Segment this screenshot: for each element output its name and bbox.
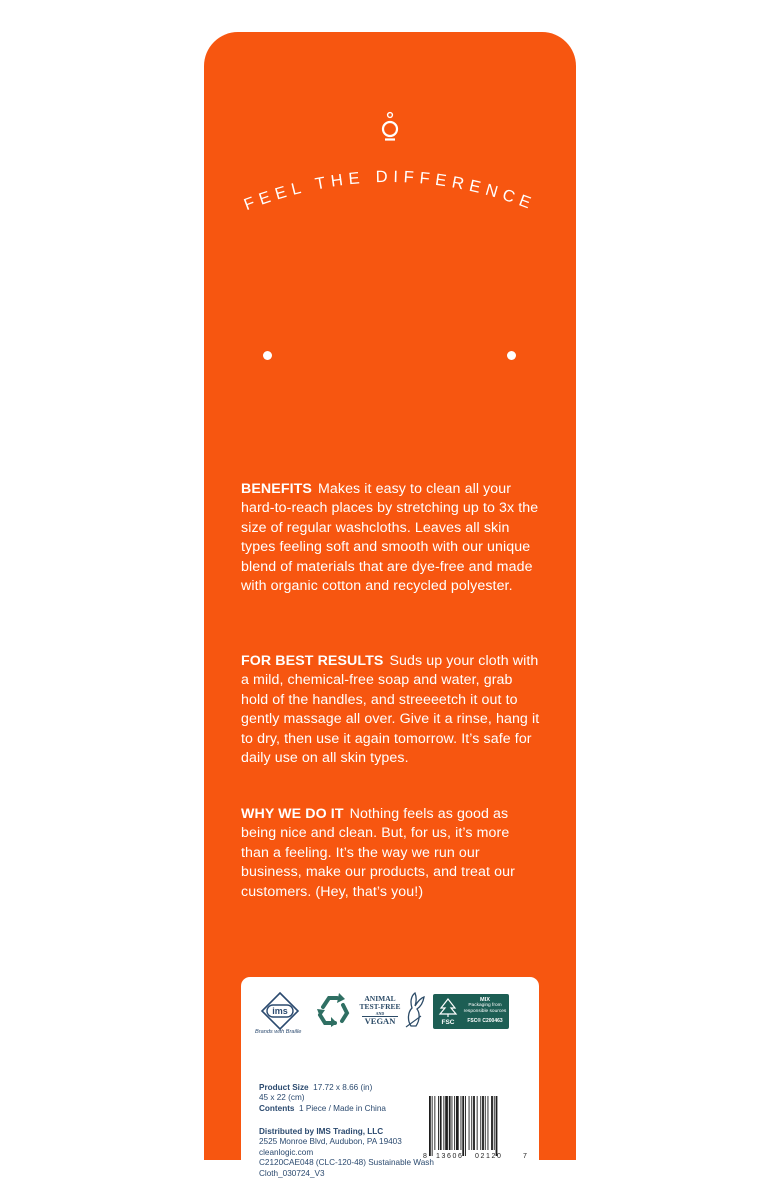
why-section bbox=[241, 805, 541, 902]
size-in: 17.72 x 8.66 (in) bbox=[313, 1083, 373, 1092]
recycle-icon bbox=[315, 993, 351, 1027]
benefits-section bbox=[241, 480, 541, 596]
vegan-line-1: ANIMAL bbox=[364, 994, 396, 1003]
sku-line-1: C2120CAE048 (CLC-120-48) Sustainable Wash bbox=[259, 1158, 434, 1168]
barcode-bar bbox=[440, 1096, 442, 1150]
contents-label: Contents bbox=[259, 1103, 295, 1113]
barcode-bar bbox=[454, 1096, 455, 1150]
vegan-line-3: AND bbox=[375, 1011, 385, 1016]
vegan-text bbox=[359, 995, 401, 1025]
barcode-bar bbox=[461, 1096, 462, 1150]
barcode-bar bbox=[488, 1096, 489, 1150]
contents-value: 1 Piece / Made in China bbox=[299, 1103, 386, 1113]
bulb-icon bbox=[380, 111, 400, 143]
barcode-bar bbox=[471, 1096, 472, 1150]
info-panel bbox=[241, 977, 539, 1178]
product-size-block bbox=[259, 1083, 386, 1114]
rabbit-icon bbox=[403, 992, 425, 1028]
barcode-bar bbox=[452, 1096, 453, 1150]
barcode-bar bbox=[496, 1096, 498, 1156]
barcode-bar bbox=[443, 1096, 444, 1150]
barcode-bar bbox=[462, 1096, 464, 1156]
benefits-body: Makes it easy to clean all your hard-to-reach places by stretching up to 3x the size of regular washcloths. Leaves all skin types feeling soft and smooth with our unique blend of materials that are dye-free and made with organic cotton and recycled polyester. bbox=[241, 481, 539, 595]
barcode-bar bbox=[445, 1096, 448, 1150]
fsc-code: FSC® C200463 bbox=[467, 1018, 503, 1024]
website: cleanlogic.com bbox=[259, 1147, 314, 1157]
svg-text:FEEL THE DIFFERENCE bbox=[242, 168, 539, 214]
results-section bbox=[241, 652, 541, 768]
fsc-mix-text bbox=[462, 998, 508, 1014]
barcode-bar bbox=[485, 1096, 486, 1150]
barcode-bar bbox=[456, 1096, 459, 1150]
fsc-sources: Packaging from responsible sources bbox=[463, 1003, 507, 1014]
ims-caption: Brands with Braille bbox=[255, 1029, 302, 1035]
barcode-group-1: 13606 bbox=[436, 1153, 464, 1160]
barcode-bar bbox=[491, 1096, 493, 1150]
barcode-bar bbox=[429, 1096, 431, 1156]
ims-badge-icon bbox=[258, 991, 302, 1031]
barcode-bar bbox=[449, 1096, 451, 1150]
barcode-bar bbox=[477, 1096, 478, 1150]
slogan-arc bbox=[204, 152, 576, 232]
barcode-bar bbox=[432, 1096, 433, 1156]
results-body: Suds up your cloth with a mild, chemical-free soap and water, grab hold of the handles, and streeeetch it out to gently massage all over. Give it a rinse, hang it to dry, then use it again tomorrow. It’s safe for daily use on all skin types. bbox=[241, 653, 540, 767]
address: 2525 Monroe Blvd, Audubon, PA 19403 bbox=[259, 1137, 402, 1147]
barcode-group-2: 02120 bbox=[475, 1153, 503, 1160]
sku-line-2: Cloth_030724_V3 bbox=[259, 1168, 325, 1178]
barcode-bar bbox=[465, 1096, 466, 1156]
barcode-bar bbox=[434, 1096, 435, 1150]
distributor-block bbox=[259, 1127, 434, 1179]
barcode-bar bbox=[482, 1096, 484, 1150]
results-heading: FOR BEST RESULTS bbox=[241, 653, 384, 669]
barcode-bar bbox=[473, 1096, 475, 1150]
vegan-line-4: VEGAN bbox=[362, 1016, 398, 1025]
fsc-tree-icon bbox=[436, 997, 460, 1026]
barcode-bar bbox=[494, 1096, 495, 1150]
hang-hole-right bbox=[507, 351, 516, 360]
why-heading: WHY WE DO IT bbox=[241, 806, 344, 822]
distributor: Distributed by IMS Trading, LLC bbox=[259, 1127, 384, 1136]
barcode-bar bbox=[469, 1096, 470, 1150]
fsc-logo-text: FSC bbox=[441, 1019, 455, 1026]
benefits-heading: BENEFITS bbox=[241, 481, 312, 497]
packaging-card bbox=[204, 32, 576, 1178]
slogan-text: FEEL THE DIFFERENCE bbox=[241, 167, 539, 215]
hang-hole-left bbox=[263, 351, 272, 360]
why-body: Nothing feels as good as being nice and clean. But, for us, it’s more than a feeling. It’s the way we run our business, make our products, and treat our customers. (Hey, that’s you!) bbox=[241, 806, 515, 900]
vegan-badge bbox=[359, 992, 429, 1030]
barcode-digit-left: 8 bbox=[423, 1153, 427, 1160]
fsc-badge bbox=[433, 994, 509, 1029]
barcode bbox=[427, 1096, 519, 1158]
ims-badge-text: ims bbox=[272, 1006, 288, 1017]
size-cm: 45 x 22 (cm) bbox=[259, 1093, 305, 1103]
barcode-bar bbox=[438, 1096, 439, 1150]
barcode-bar bbox=[480, 1096, 481, 1150]
size-label: Product Size bbox=[259, 1083, 309, 1092]
vegan-line-2: TEST-FREE bbox=[359, 1002, 401, 1011]
fsc-mix-label: MIX bbox=[480, 997, 490, 1003]
barcode-digit-right: 7 bbox=[523, 1153, 527, 1160]
